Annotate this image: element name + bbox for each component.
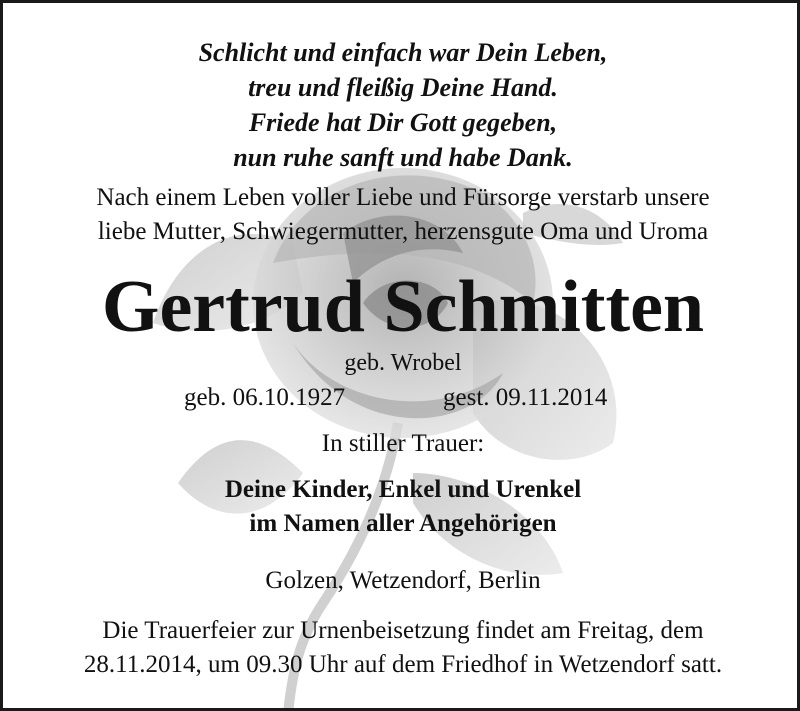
- intro-text: [3, 181, 800, 249]
- verse-line: treu und fleißig Deine Hand.: [248, 73, 558, 102]
- funeral-line: Die Trauerfeier zur Urnenbeisetzung findet am Freitag, dem: [102, 617, 704, 644]
- funeral-line: 28.11.2014, um 09.30 Uhr auf dem Friedhof in Wetzendorf satt.: [83, 651, 723, 678]
- mourner-places: Golzen, Wetzendorf, Berlin: [265, 567, 541, 594]
- mourning-heading: In stiller Trauer:: [321, 430, 485, 457]
- intro-line: liebe Mutter, Schwiegermutter, herzensgute Oma und Uroma: [97, 218, 709, 245]
- verse-line: nun ruhe sanft und habe Dank.: [233, 143, 573, 172]
- mourners-list: [3, 473, 800, 541]
- deceased-name: Gertrud Schmitten: [101, 266, 705, 348]
- memorial-verse: [3, 35, 800, 175]
- mourners-line: Deine Kinder, Enkel und Urenkel: [224, 476, 582, 503]
- death-date: gest. 09.11.2014: [443, 384, 608, 411]
- mourners-line: im Namen aller Angehörigen: [249, 510, 557, 537]
- birth-date: geb. 06.10.1927: [184, 384, 346, 411]
- intro-line: Nach einem Leben voller Liebe und Fürsorge verstarb unsere: [96, 184, 710, 211]
- funeral-info: [3, 614, 800, 682]
- verse-line: Schlicht und einfach war Dein Leben,: [198, 38, 608, 67]
- maiden-name: geb. Wrobel: [344, 350, 462, 376]
- verse-line: Friede hat Dir Gott gegeben,: [248, 108, 558, 137]
